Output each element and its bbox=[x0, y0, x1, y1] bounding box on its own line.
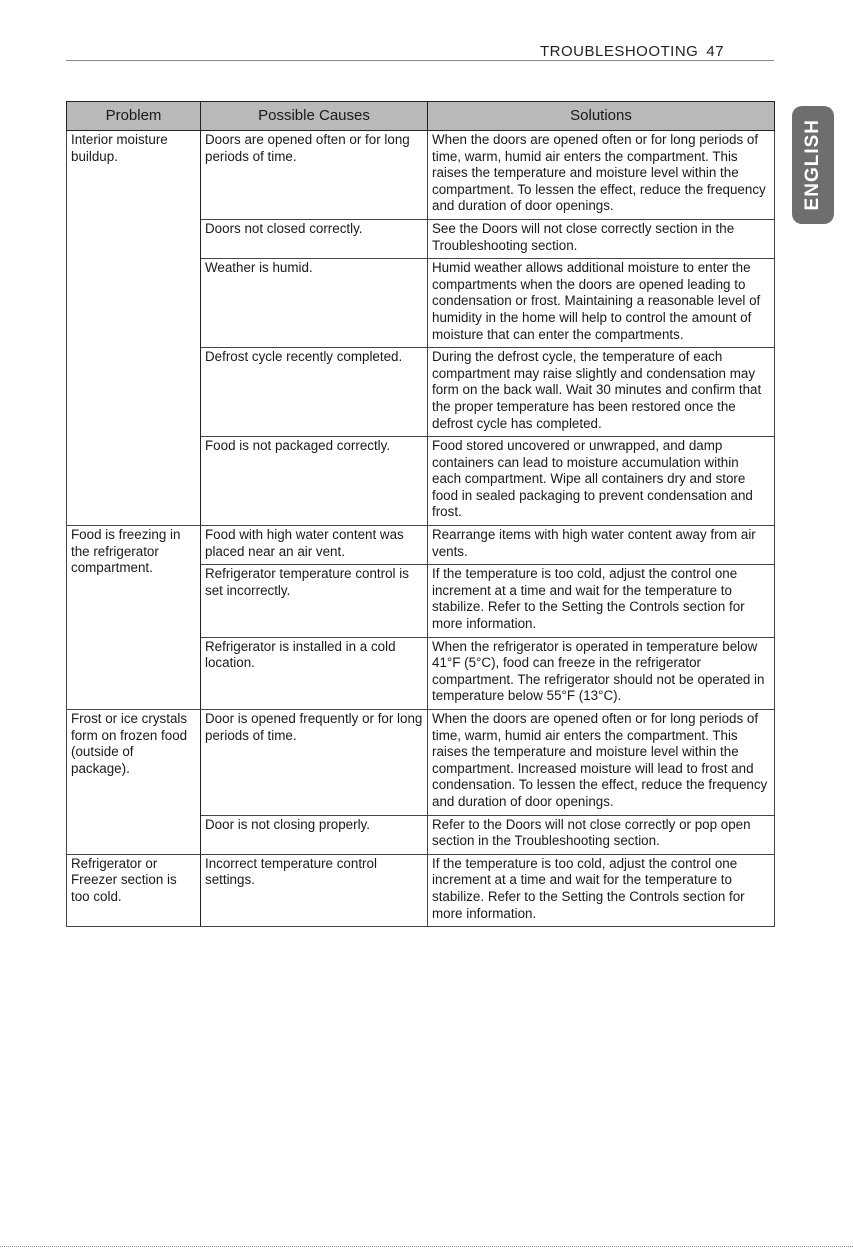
problem-cell: Refrigerator or Freezer section is too cold. bbox=[67, 854, 201, 926]
cause-cell: Refrigerator temperature control is set incorrectly. bbox=[201, 565, 428, 637]
table-row bbox=[67, 710, 775, 816]
solution-cell: If the temperature is too cold, adjust the control one increment at a time and wait for the temperature to stabilize. Refer to the Setting the Controls section for more information. bbox=[428, 565, 775, 637]
problem-cell: Interior moisture buildup. bbox=[67, 131, 201, 526]
table-header-row bbox=[67, 102, 775, 131]
solution-cell: Food stored uncovered or unwrapped, and damp containers can lead to moisture accumulation within each compartment. Wipe all containers dry and store food in sealed packaging to prevent condensation and frost. bbox=[428, 437, 775, 526]
cause-cell: Weather is humid. bbox=[201, 259, 428, 348]
cause-cell: Refrigerator is installed in a cold location. bbox=[201, 637, 428, 709]
solution-cell: See the Doors will not close correctly section in the Troubleshooting section. bbox=[428, 219, 775, 258]
solution-cell: During the defrost cycle, the temperature of each compartment may raise slightly and condensation may form on the back wall. Wait 30 minutes and confirm that the proper temperature has been restored once the defrost cycle has completed. bbox=[428, 348, 775, 437]
cause-cell: Defrost cycle recently completed. bbox=[201, 348, 428, 437]
column-header-causes: Possible Causes bbox=[201, 102, 428, 131]
solution-cell: If the temperature is too cold, adjust the control one increment at a time and wait for the temperature to stabilize. Refer to the Setting the Controls section for more information. bbox=[428, 854, 775, 926]
problem-cell: Food is freezing in the refrigerator compartment. bbox=[67, 526, 201, 710]
cause-cell: Door is not closing properly. bbox=[201, 815, 428, 854]
section-title: TROUBLESHOOTING bbox=[540, 43, 699, 60]
solution-cell: Rearrange items with high water content away from air vents. bbox=[428, 526, 775, 565]
table-row bbox=[67, 854, 775, 926]
column-header-solutions: Solutions bbox=[428, 102, 775, 131]
solution-cell: Refer to the Doors will not close correctly or pop open section in the Troubleshooting section. bbox=[428, 815, 775, 854]
header-divider bbox=[66, 60, 774, 61]
column-header-problem: Problem bbox=[67, 102, 201, 131]
cause-cell: Doors are opened often or for long periods of time. bbox=[201, 131, 428, 220]
table-row bbox=[67, 131, 775, 220]
language-tab bbox=[792, 106, 834, 224]
language-label: ENGLISH bbox=[802, 119, 823, 211]
page-header bbox=[540, 43, 724, 60]
cause-cell: Incorrect temperature control settings. bbox=[201, 854, 428, 926]
page-number: 47 bbox=[706, 43, 725, 60]
solution-cell: When the refrigerator is operated in temperature below 41°F (5°C), food can freeze in the refrigerator compartment. The refrigerator should not be operated in temperature below 55°F (13°C). bbox=[428, 637, 775, 709]
solution-cell: When the doors are opened often or for long periods of time, warm, humid air enters the compartment. This raises the temperature and moisture level within the compartment. To lessen the effect, reduce the frequency and duration of door openings. bbox=[428, 131, 775, 220]
cause-cell: Food is not packaged correctly. bbox=[201, 437, 428, 526]
problem-cell: Frost or ice crystals form on frozen food (outside of package). bbox=[67, 710, 201, 855]
table-body bbox=[67, 131, 775, 927]
troubleshooting-table bbox=[66, 101, 775, 927]
cause-cell: Doors not closed correctly. bbox=[201, 219, 428, 258]
solution-cell: When the doors are opened often or for long periods of time, warm, humid air enters the compartment. This raises the temperature and moisture level within the compartment. Increased moisture will lead to frost and condensation. To lessen the effect, reduce the frequency and duration of door openings. bbox=[428, 710, 775, 816]
cause-cell: Door is opened frequently or for long periods of time. bbox=[201, 710, 428, 816]
table-row bbox=[67, 526, 775, 565]
solution-cell: Humid weather allows additional moisture to enter the compartments when the doors are opened leading to condensation or frost. Maintaining a reasonable level of humidity in the home will help to control the amount of moisture that can enter the compartments. bbox=[428, 259, 775, 348]
cause-cell: Food with high water content was placed near an air vent. bbox=[201, 526, 428, 565]
page-bottom-edge bbox=[0, 1246, 853, 1248]
